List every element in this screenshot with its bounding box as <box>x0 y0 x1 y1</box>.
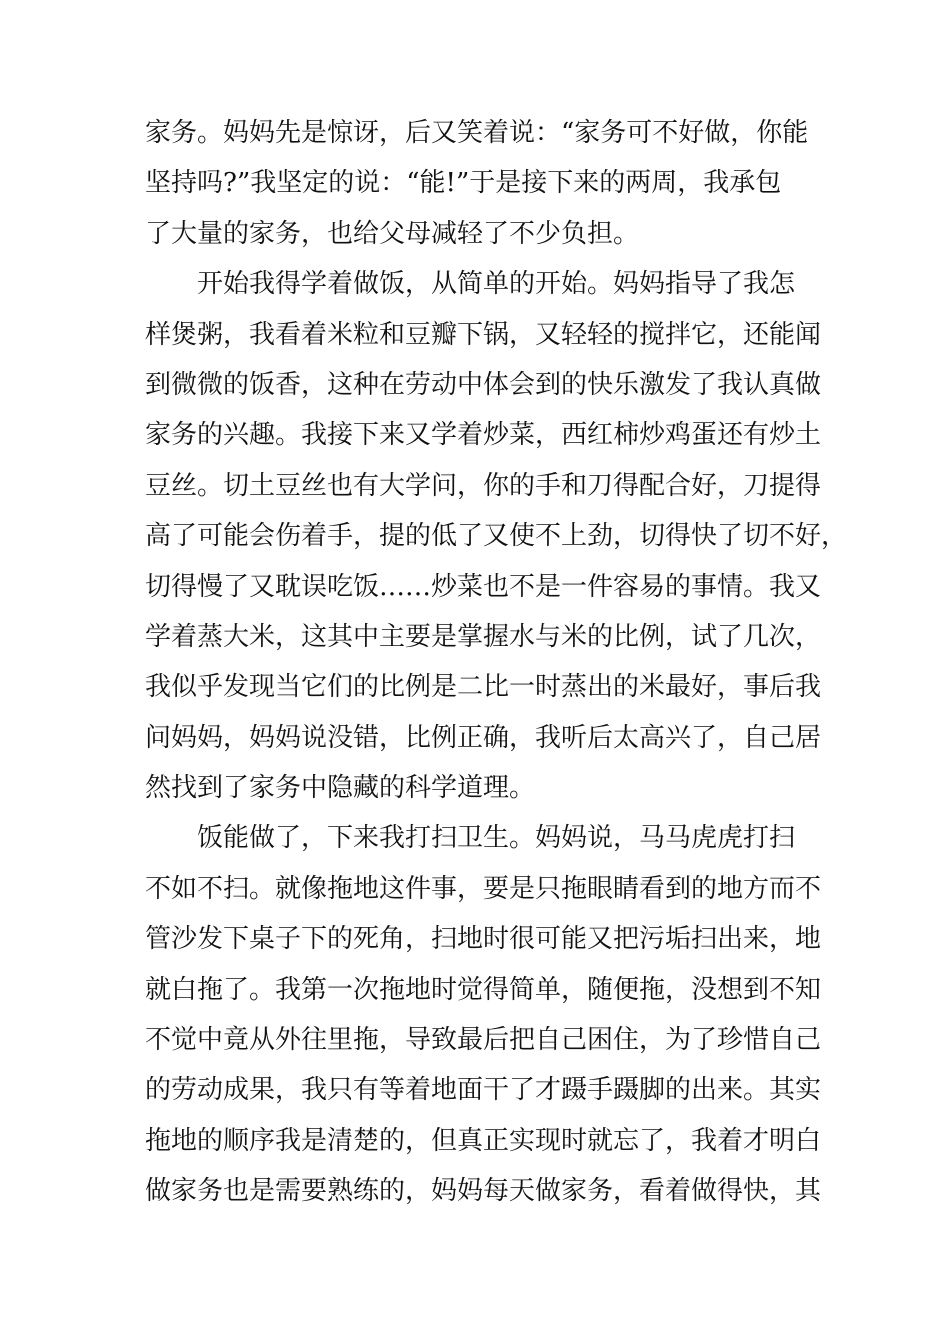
text-line: 做家务也是需要熟练的，妈妈每天做家务，看着做得快，其 <box>145 1176 822 1207</box>
text-line: 坚持吗?”我坚定的说：“能!”于是接下来的两周，我承包 <box>145 168 782 199</box>
text-line: 高了可能会伤着手，提的低了又使不上劲，切得快了切不好， <box>145 521 848 552</box>
text-line: 不觉中竟从外往里拖，导致最后把自己困住，为了珍惜自己 <box>145 1025 822 1056</box>
text-line: 到微微的饭香，这种在劳动中体会到的快乐激发了我认真做 <box>145 369 822 400</box>
text-line: 学着蒸大米，这其中主要是掌握水与米的比例，试了几次， <box>145 621 822 652</box>
text-line: 我似乎发现当它们的比例是二比一时蒸出的米最好，事后我 <box>145 672 822 703</box>
text-line: 开始我得学着做饭，从简单的开始。妈妈指导了我怎 <box>145 269 796 300</box>
text-line: 切得慢了又耽误吃饭……炒菜也不是一件容易的事情。我又 <box>145 571 822 602</box>
text-line: 豆丝。切土豆丝也有大学问，你的手和刀得配合好，刀提得 <box>145 470 822 501</box>
body-text <box>145 108 848 1217</box>
text-line: 样煲粥，我看着米粒和豆瓣下锅，又轻轻的搅拌它，还能闻 <box>145 319 822 350</box>
text-line: 家务。妈妈先是惊讶，后又笑着说：“家务可不好做，你能 <box>145 118 809 148</box>
text-line: 就白拖了。我第一次拖地时觉得简单，随便拖，没想到不知 <box>145 974 822 1005</box>
text-line: 不如不扫。就像拖地这件事，要是只拖眼睛看到的地方而不 <box>145 873 822 904</box>
text-line: 了大量的家务，也给父母减轻了不少负担。 <box>145 218 640 249</box>
text-line: 的劳动成果，我只有等着地面干了才蹑手蹑脚的出来。其实 <box>145 1075 822 1106</box>
text-line: 家务的兴趣。我接下来又学着炒菜，西红柿炒鸡蛋还有炒土 <box>145 420 822 451</box>
text-line: 饭能做了，下来我打扫卫生。妈妈说，马马虎虎打扫 <box>145 823 796 854</box>
text-line: 然找到了家务中隐藏的科学道理。 <box>145 773 536 804</box>
text-line: 问妈妈，妈妈说没错，比例正确，我听后太高兴了，自己居 <box>145 722 822 753</box>
text-line: 管沙发下桌子下的死角，扫地时很可能又把污垢扫出来，地 <box>145 924 822 955</box>
text-line: 拖地的顺序我是清楚的，但真正实现时就忘了，我着才明白 <box>145 1125 822 1156</box>
